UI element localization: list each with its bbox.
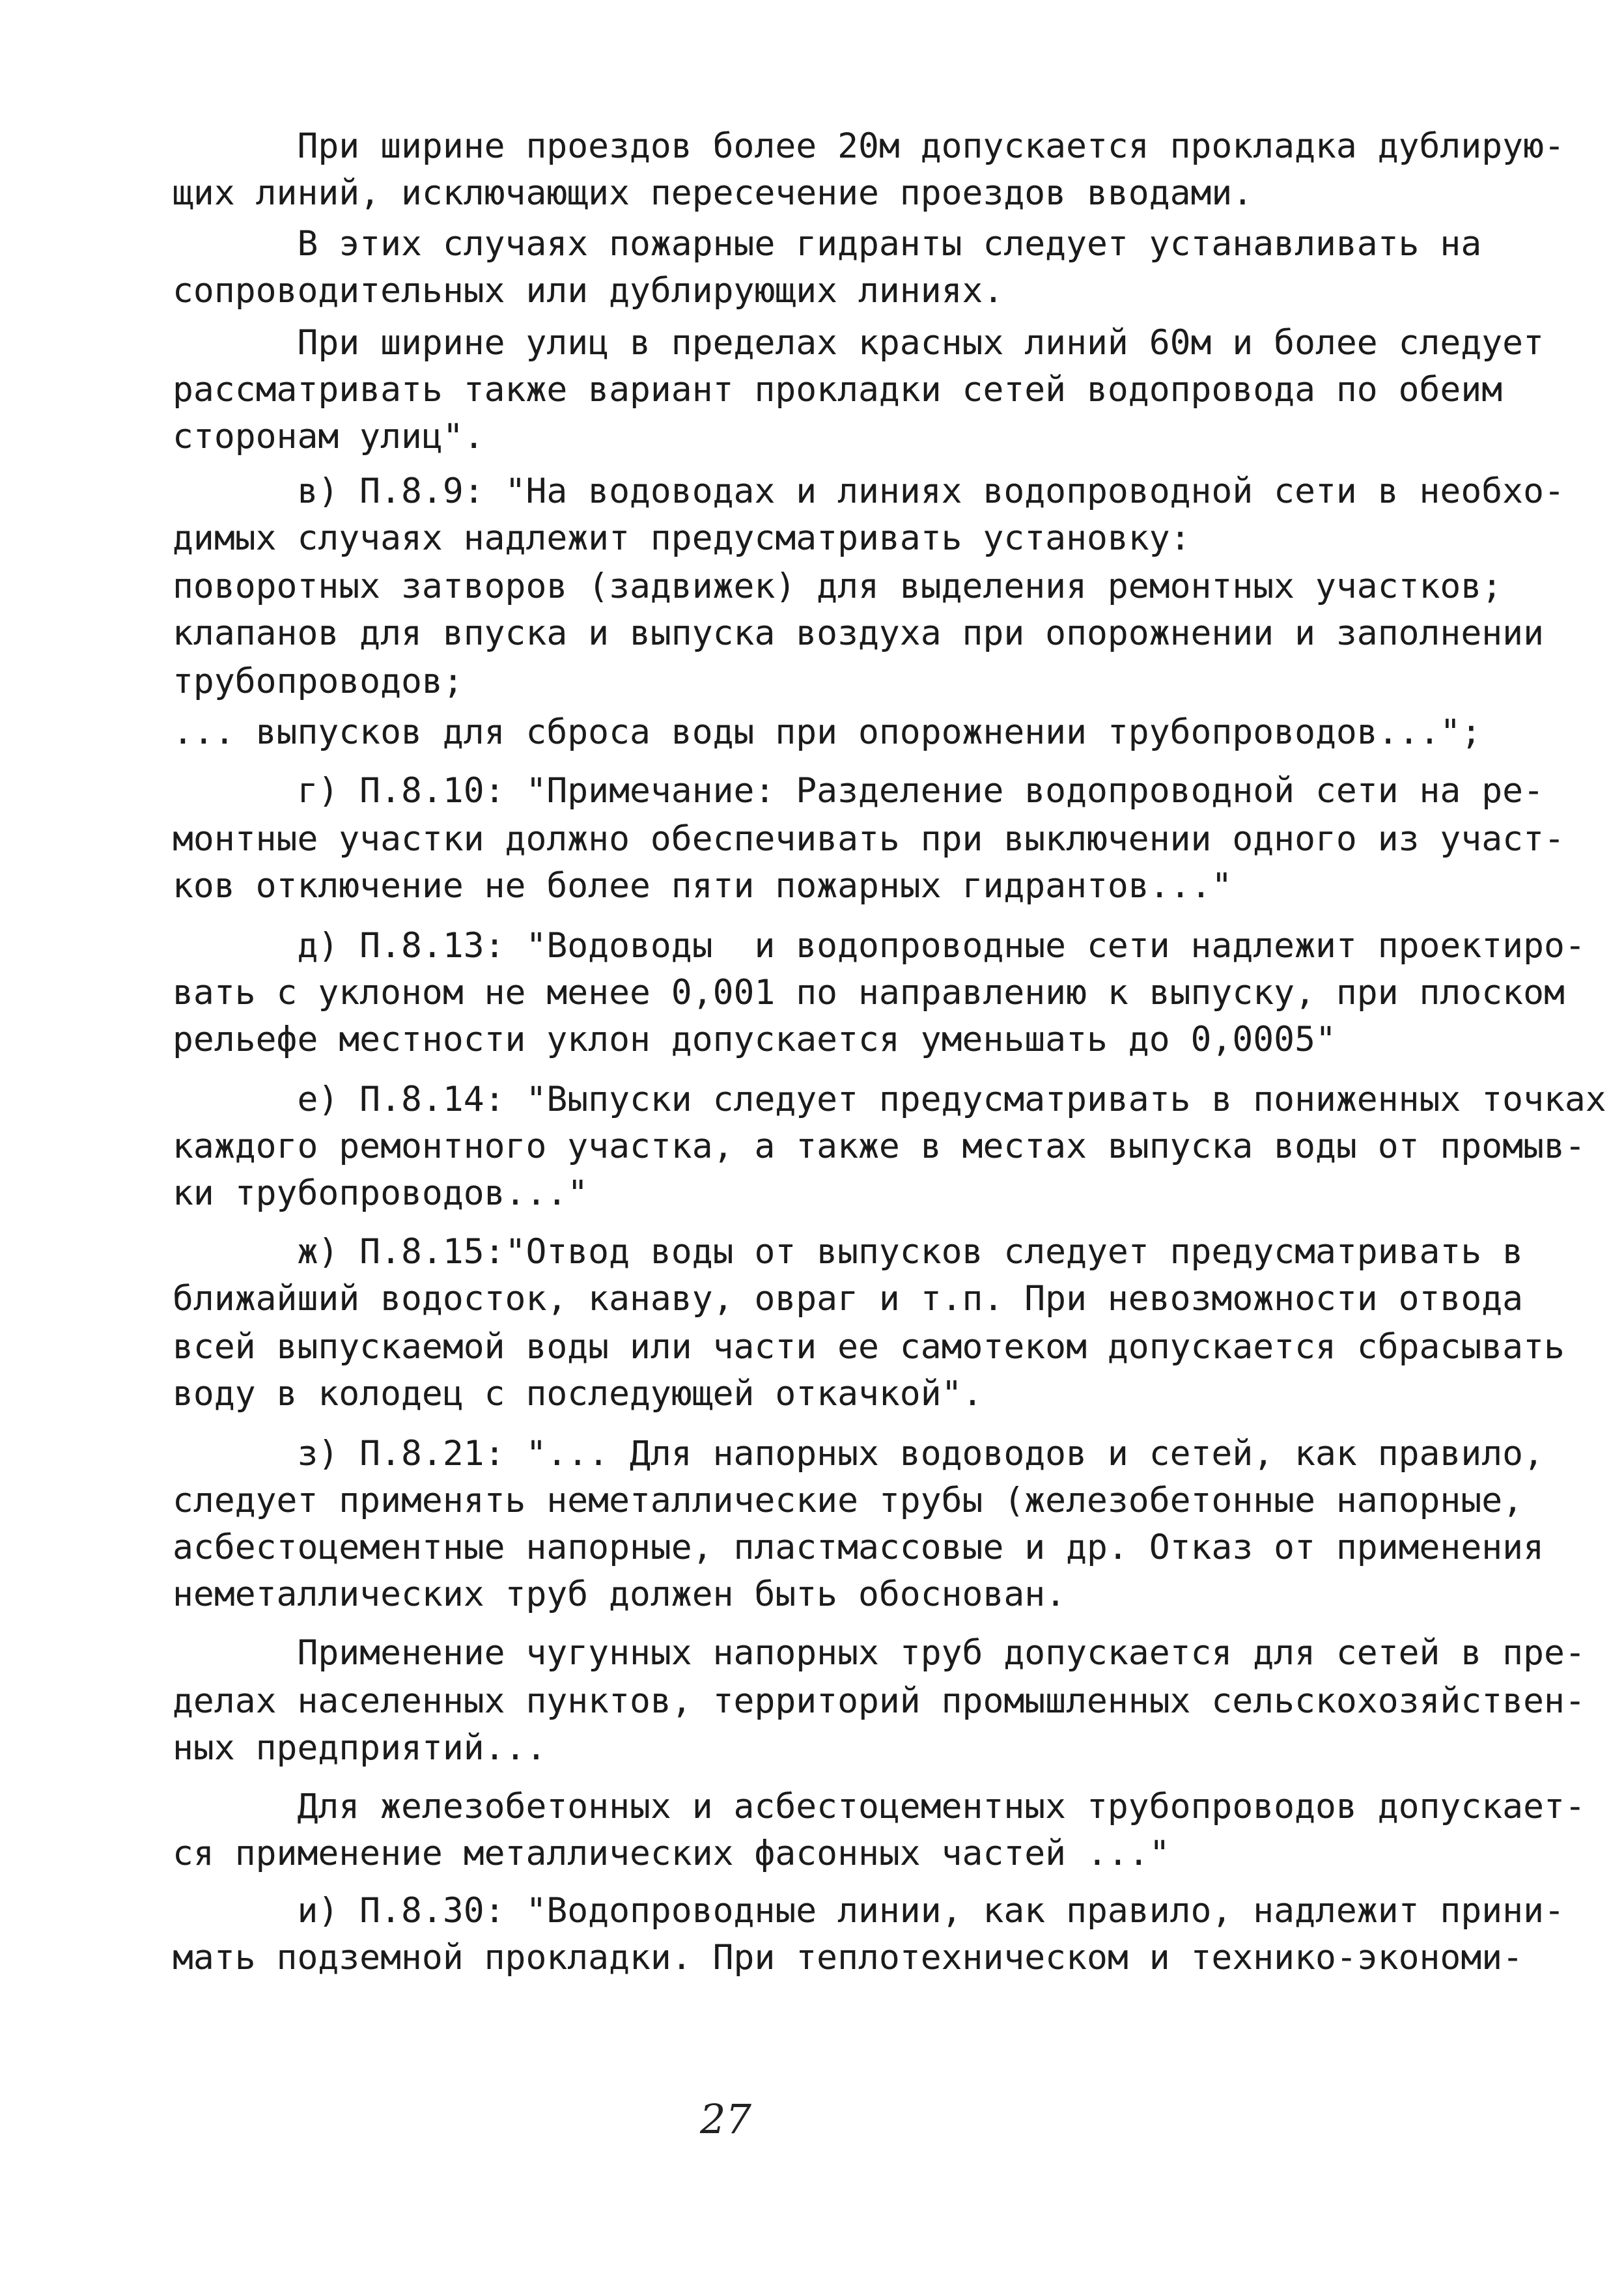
text-line: в) П.8.9: "На водоводах и линиях водопроводной сети в необхо- [173, 471, 1565, 511]
text-line: е) П.8.14: "Выпуски следует предусматривать в пониженных точках [173, 1080, 1606, 1119]
text-line: воду в колодец с последующей откачкой". [173, 1374, 983, 1414]
text-line: асбестоцементные напорные, пластмассовые и др. Отказ от применения [173, 1528, 1544, 1567]
text-line: ся применение металлических фасонных частей ..." [173, 1834, 1170, 1873]
text-line: При ширине улиц в пределах красных линий 60м и более следует [173, 323, 1544, 363]
text-line: ... выпусков для сброса воды при опорожнении трубопроводов..."; [173, 712, 1482, 752]
text-line: ближайший водосток, канаву, овраг и т.п. При невозможности отвода [173, 1279, 1524, 1319]
text-line: трубопроводов; [173, 662, 464, 701]
text-line: д) П.8.13: "Водоводы и водопроводные сети надлежит проектиро- [173, 926, 1586, 966]
text-line: сопроводительных или дублирующих линиях. [173, 271, 1004, 311]
text-line: ки трубопроводов..." [173, 1173, 589, 1213]
text-line: В этих случаях пожарные гидранты следует устанавливать на [173, 224, 1482, 264]
text-line: рассматривать также вариант прокладки сетей водопровода по обеим [173, 370, 1503, 410]
text-line: следует применять неметаллические трубы (железобетонные напорные, [173, 1481, 1524, 1520]
text-line: делах населенных пунктов, территорий промышленных сельскохозяйствен- [173, 1681, 1586, 1721]
text-line: клапанов для впуска и выпуска воздуха при опорожнении и заполнении [173, 613, 1544, 653]
text-line: сторонам улиц". [173, 417, 484, 456]
text-line: ж) П.8.15:"Отвод воды от выпусков следует предусматривать в [173, 1232, 1524, 1272]
text-line: г) П.8.10: "Примечание: Разделение водопроводной сети на ре- [173, 771, 1544, 811]
text-line: ных предприятий... [173, 1728, 547, 1768]
text-line: ков отключение не более пяти пожарных гидрантов..." [173, 866, 1233, 906]
page-number: 27 [700, 2095, 751, 2143]
text-line: димых случаях надлежит предусматривать установку: [173, 518, 1191, 558]
text-line: з) П.8.21: "... Для напорных водоводов и сетей, как правило, [173, 1434, 1544, 1474]
text-line: щих линий, исключающих пересечение проездов вводами. [173, 173, 1253, 213]
text-line: мать подземной прокладки. При теплотехническом и технико-экономи- [173, 1938, 1524, 1978]
text-line: При ширине проездов более 20м допускается прокладка дублирую- [173, 126, 1565, 166]
text-line: неметаллических труб должен быть обоснован. [173, 1574, 1067, 1614]
text-line: Для железобетонных и асбестоцементных трубопроводов допускает- [173, 1787, 1586, 1826]
text-line: поворотных затворов (задвижек) для выделения ремонтных участков; [173, 566, 1503, 606]
text-line: рельефе местности уклон допускается уменьшать до 0,0005" [173, 1020, 1336, 1059]
text-line: всей выпускаемой воды или части ее самотеком допускается сбрасывать [173, 1327, 1565, 1367]
text-line: каждого ремонтного участка, а также в местах выпуска воды от промыв- [173, 1126, 1586, 1166]
text-line: и) П.8.30: "Водопроводные линии, как правило, надлежит прини- [173, 1891, 1565, 1931]
text-line: вать с уклоном не менее 0,001 по направлению к выпуску, при плоском [173, 973, 1565, 1013]
text-line: монтные участки должно обеспечивать при выключении одного из участ- [173, 819, 1565, 859]
text-line: Применение чугунных напорных труб допускается для сетей в пре- [173, 1633, 1586, 1673]
